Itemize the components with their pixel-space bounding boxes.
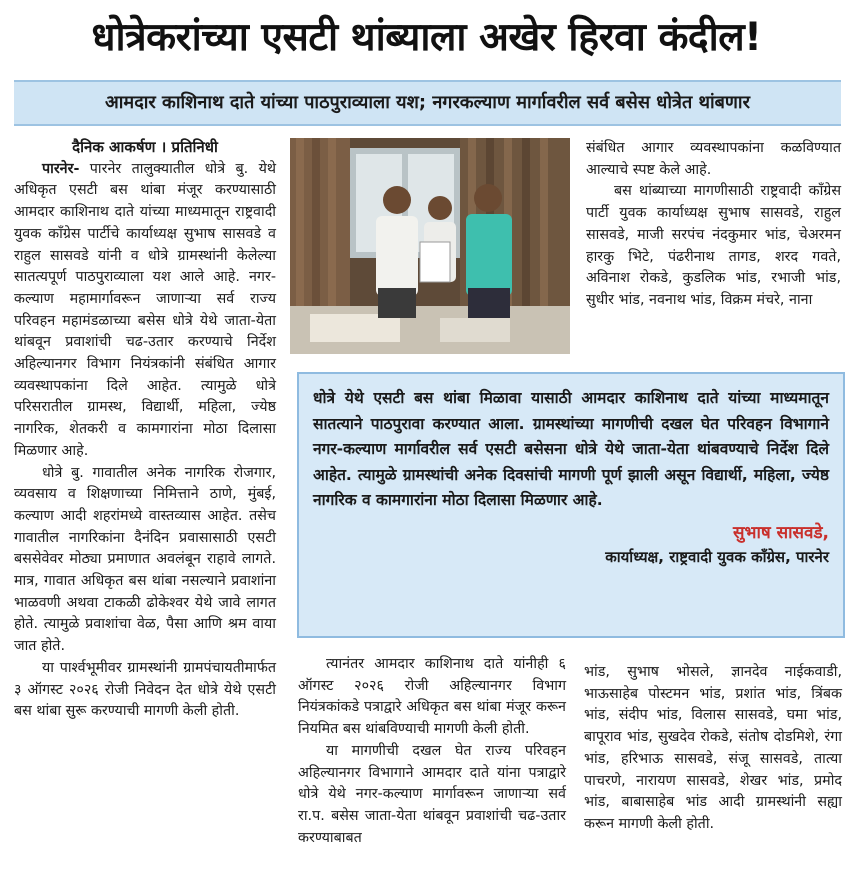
quote-box bbox=[297, 372, 845, 638]
news-photo-illustration bbox=[290, 138, 570, 354]
paragraph: या पार्श्वभूमीवर ग्रामस्थांनी ग्रामपंचायतीमार्फत ३ ऑगस्ट २०२६ रोजी निवेदन देत धोत्रे येथे एसटी बस थांबा सुरू करण्याची मागणी केली होती. bbox=[14, 659, 276, 720]
paragraph: त्यानंतर आमदार काशिनाथ दाते यांनीही ६ ऑगस्ट २०२६ रोजी अहिल्यानगर विभाग नियंत्रकांकडे पत्राद्वारे अधिकृत बस थांबा मंजूर करून नियमित बस थांबविण्याची मागणी केली होती. bbox=[298, 656, 566, 738]
column-2-bottom bbox=[298, 654, 566, 849]
column-2-top bbox=[586, 138, 841, 312]
paragraph: धोत्रे बु. गावातील अनेक नागरिक रोजगार, व्यवसाय व शिक्षणाच्या निमित्ताने ठाणे, मुंबई, कल्याण आदी शहरांमध्ये वास्तव्यास आहेत. तसेच गावातील नागरिकांना दैनंदिन प्रवासासाठी एसटी बससेवेवर मोठ्या प्रमाणात अवलंबून राहावे लागते. मात्र, गावात अधिकृत बस थांबा नसल्याने प्रवाशांना भाळवणी अथवा टाकळी ढोकेश्वर येथे जावे लागत होते. त्यामुळे प्रवाशांचा वेळ, पैसा आणि श्रम वाया जात होते. bbox=[14, 464, 276, 655]
news-photo bbox=[290, 138, 570, 354]
byline: दैनिक आकर्षण । प्रतिनिधी bbox=[72, 138, 218, 156]
column-1 bbox=[14, 137, 276, 723]
quote-author-name: सुभाष सासवडे, bbox=[733, 522, 829, 543]
headline: धोत्रेकरांच्या एसटी थांब्याला अखेर हिरवा कंदील! bbox=[91, 15, 762, 60]
dateline: पारनेर- bbox=[42, 160, 80, 177]
paragraph-text: पारनेर तालुक्यातील धोत्रे बु. येथे अधिकृत एसटी बस थांबा मंजूर करण्यासाठी आमदार काशिनाथ दाते यांच्या माध्यमातून राष्ट्रवादी युवक काँग्रेस पार्टीचे कार्याध्यक्ष सुभाष सासवडे व राहुल सासवडे यांनी व धोत्रे ग्रामस्थांनी केलेल्या सातत्यपूर्ण पाठपुराव्याला यश आले आहे. नगर-कल्याण महामार्गावरून जाणाऱ्या सर्व राज्य परिवहन महामंडळाच्या बसेस धोत्रे येथे जाता-येता थांबवून प्रवाशांची चढ-उतार करण्याचे निर्देश अहिल्यानगर विभाग नियंत्रकांनी संबंधित आगार व्यवस्थापकांना दिले आहेत. त्यामुळे धोत्रे परिसरातील ग्रामस्थ, विद्यार्थी, महिला, ज्येष्ठ नागरिक, शेतकरी व कामगारांना मोठा दिलासा मिळणार आहे. bbox=[14, 160, 277, 459]
column-3-bottom bbox=[584, 662, 842, 836]
paragraph: भांड, सुभाष भोसले, ज्ञानदेव नाईकवाडी, भाऊसाहेब पोस्टमन भांड, प्रशांत भांड, त्रिंबक भांड, संदीप भांड, विलास सासवडे, घमा भांड, बापूराव भांड, सुखदेव रोकडे, संतोष दोडमिशे, रंगा भांड, हरिभाऊ सासवडे, संजू सासवडे, तात्या पाचरणे, नारायण सासवडे, शेखर भांड, प्रमोद भांड, बाबासाहेब भांड आदी ग्रामस्थांनी सह्या करून मागणी केली होती. bbox=[584, 664, 842, 832]
quote-author-role: कार्याध्यक्ष, राष्ट्रवादी युवक काँग्रेस, पारनेर bbox=[605, 547, 829, 566]
paragraph: या मागणीची दखल घेत राज्य परिवहन अहिल्यानगर विभागाने आमदार दाते यांना पत्राद्वारे धोत्रे येथे नगर-कल्याण मार्गावरून जाणाऱ्या सर्व रा.प. बसेस जाता-येता थांबवून प्रवाशांची चढ-उतार करण्याबाबत bbox=[298, 742, 566, 846]
paragraph bbox=[14, 159, 276, 463]
paragraph: बस थांब्याच्या मागणीसाठी राष्ट्रवादी काँग्रेस पार्टी युवक कार्याध्यक्ष सुभाष सासवडे, राहुल सासवडे, माजी सरपंच नंदकुमार भांड, चेअरमन हारकु भिटे, पंढरीनाथ तागड, शरद गवते, अविनाश रोकडे, कुडलिक भांड, रभाजी भांड, सुधीर भांड, नवनाथ भांड, विक्रम मंचरे, नाना bbox=[586, 183, 841, 308]
paragraph: संबंधित आगार व्यवस्थापकांना कळविण्यात आल्याचे स्पष्ट केले आहे. bbox=[586, 140, 841, 178]
quote-text: धोत्रे येथे एसटी बस थांबा मिळावा यासाठी आमदार काशिनाथ दाते यांच्या माध्यमातून सातत्याने पाठपुरावा करण्यात आला. ग्रामस्थांच्या मागणीची दखल घेत परिवहन विभागाने नगर-कल्याण मार्गावरील सर्व एसटी बसेसना धोत्रे येथे जाता-येता थांबवण्याचे निर्देश दिले आहेत. त्यामुळे ग्रामस्थांची अनेक दिवसांची मागणी पूर्ण झाली असून विद्यार्थी, महिला, ज्येष्ठ नागरिक व कामगारांना मोठा दिलासा मिळणार आहे. bbox=[313, 389, 829, 509]
subheadline: आमदार काशिनाथ दाते यांच्या पाठपुराव्याला यश; नगरकल्याण मार्गावरील सर्व बसेस धोत्रेत थांबणार bbox=[14, 80, 841, 126]
